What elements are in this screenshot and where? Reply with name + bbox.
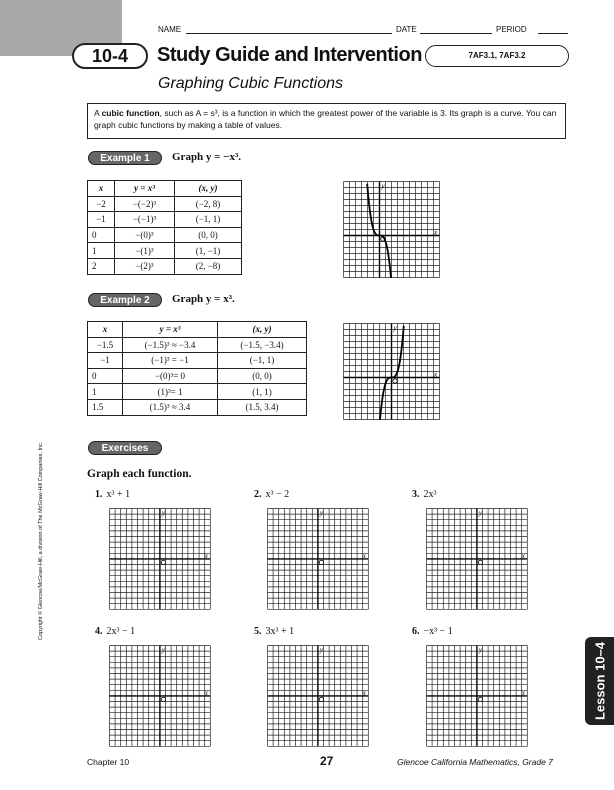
x-axis-label: x <box>204 551 208 560</box>
copyright-notice: Copyright © Glencoe/McGraw-Hill, a division of The McGraw-Hill Companies, Inc. <box>38 441 44 640</box>
page-subtitle: Graphing Cubic Functions <box>158 75 343 92</box>
table-cell: −2 <box>88 196 115 212</box>
table-cell: 0 <box>88 227 115 243</box>
example-2-badge: Example 2 <box>88 293 162 307</box>
problem-number: 1. <box>95 489 103 500</box>
table-row <box>88 243 242 259</box>
problem-5-graph[interactable] <box>267 645 369 747</box>
side-tab-label: Lesson 10–4 <box>592 641 607 721</box>
table-row <box>88 353 307 369</box>
x-axis-label: x <box>434 370 438 379</box>
example-1-graph <box>343 181 440 278</box>
table-cell: −(2)³ <box>115 258 175 274</box>
table-cell: 0 <box>88 368 123 384</box>
table-row <box>88 212 242 228</box>
footer-chapter: Chapter 10 <box>87 757 130 767</box>
table-cell: −(0)³= 0 <box>123 368 218 384</box>
intro-bold-term: cubic function <box>101 108 160 118</box>
coordinate-grid <box>426 645 528 747</box>
table-row <box>88 196 242 212</box>
table-cell: (0, 0) <box>218 368 307 384</box>
table-cell: −(−2)³ <box>115 196 175 212</box>
lesson-side-tab <box>585 637 614 725</box>
intro-box <box>87 103 566 139</box>
table-cell: (1, 1) <box>218 384 307 400</box>
date-line[interactable] <box>420 33 492 34</box>
column-header: y = x³ <box>115 181 175 197</box>
problem-4 <box>95 626 135 637</box>
example-2-heading: Graph y = x³. <box>172 293 235 305</box>
coordinate-grid <box>267 645 369 747</box>
column-header: y = x³ <box>123 322 218 338</box>
y-axis-label: y <box>319 646 324 654</box>
table-cell: 2 <box>88 258 115 274</box>
table-cell: (−1)³ = −1 <box>123 353 218 369</box>
table-cell: 1 <box>88 384 123 400</box>
table-cell: −(1)³ <box>115 243 175 259</box>
origin-marker <box>319 560 323 564</box>
origin-marker <box>319 697 323 701</box>
column-header: x <box>88 322 123 338</box>
problem-expression: 2x³ − 1 <box>106 626 136 637</box>
table-cell: (−1.5)³ ≈ −3.4 <box>123 337 218 353</box>
example-2-table <box>87 321 307 416</box>
table-cell: (1, −1) <box>175 243 242 259</box>
table-row <box>88 337 307 353</box>
y-axis-label: y <box>393 324 397 332</box>
table-row <box>88 227 242 243</box>
table-row <box>88 368 307 384</box>
y-axis-label: y <box>478 646 483 654</box>
table-row <box>88 399 307 415</box>
exercises-instruction: Graph each function. <box>87 468 192 480</box>
date-label: DATE <box>396 25 417 34</box>
problem-2 <box>254 489 289 500</box>
table-cell: (1.5, 3.4) <box>218 399 307 415</box>
problem-1 <box>95 489 130 500</box>
column-header: x <box>88 181 115 197</box>
table-header-row <box>88 181 242 197</box>
table-cell: (−1, 1) <box>175 212 242 228</box>
table-cell: (0, 0) <box>175 227 242 243</box>
table-cell: 1.5 <box>88 399 123 415</box>
column-header: (x, y) <box>175 181 242 197</box>
table-cell: −(0)³ <box>115 227 175 243</box>
lesson-number-badge: 10-4 <box>72 43 148 69</box>
problem-expression: x³ − 2 <box>265 489 290 500</box>
problem-3-graph[interactable] <box>426 508 528 610</box>
y-axis-label: y <box>319 509 324 517</box>
column-header: (x, y) <box>218 322 307 338</box>
table-cell: −1 <box>88 353 123 369</box>
footer-page-number: 27 <box>320 754 334 768</box>
origin-marker <box>478 697 482 701</box>
table-cell: (−2, 8) <box>175 196 242 212</box>
table-row <box>88 384 307 400</box>
standards-badge: 7AF3.1, 7AF3.2 <box>425 45 569 67</box>
name-line[interactable] <box>186 33 392 34</box>
x-axis-label: x <box>521 688 525 697</box>
table-cell: (−1.5, −3.4) <box>218 337 307 353</box>
problem-3 <box>412 489 437 500</box>
x-axis-label: x <box>434 228 438 237</box>
coordinate-grid <box>343 181 440 278</box>
table-cell: −1 <box>88 212 115 228</box>
table-cell: (1)³= 1 <box>123 384 218 400</box>
footer-book-title: Glencoe California Mathematics, Grade 7 <box>397 757 553 767</box>
problem-number: 3. <box>412 489 420 500</box>
example-1-badge: Example 1 <box>88 151 162 165</box>
origin-marker <box>393 379 397 383</box>
example-1-table <box>87 180 242 275</box>
period-line[interactable] <box>538 33 568 34</box>
coordinate-grid <box>426 508 528 610</box>
table-cell: 1 <box>88 243 115 259</box>
problem-6-graph[interactable] <box>426 645 528 747</box>
problem-expression: 2x³ <box>423 489 437 500</box>
exercises-badge: Exercises <box>88 441 162 455</box>
y-axis-label: y <box>161 509 166 517</box>
problem-4-graph[interactable] <box>109 645 211 747</box>
problem-5 <box>254 626 294 637</box>
origin-marker <box>161 697 165 701</box>
x-axis-label: x <box>521 551 525 560</box>
table-cell: (−1, 1) <box>218 353 307 369</box>
origin-marker <box>161 560 165 564</box>
page-title: Study Guide and Intervention <box>157 44 422 66</box>
problem-number: 4. <box>95 626 103 637</box>
problem-6 <box>412 626 453 637</box>
table-cell: (2, −8) <box>175 258 242 274</box>
x-axis-label: x <box>362 551 366 560</box>
coordinate-grid <box>109 508 211 610</box>
problem-expression: x³ + 1 <box>106 489 131 500</box>
y-axis-label: y <box>478 509 483 517</box>
example-2-graph <box>343 323 440 420</box>
problem-expression: −x³ − 1 <box>423 626 453 637</box>
origin-marker <box>478 560 482 564</box>
period-label: PERIOD <box>496 25 527 34</box>
problem-2-graph[interactable] <box>267 508 369 610</box>
intro-text-before: A <box>94 108 102 118</box>
coordinate-grid <box>343 323 440 420</box>
problem-number: 5. <box>254 626 262 637</box>
x-axis-label: x <box>362 688 366 697</box>
coordinate-grid <box>109 645 211 747</box>
coordinate-grid <box>267 508 369 610</box>
name-label: NAME <box>158 25 182 34</box>
y-axis-label: y <box>381 182 385 190</box>
problem-1-graph[interactable] <box>109 508 211 610</box>
intro-text-after: , such as A = s³, is a function in which the greatest power of the variable is 3. Its graph is a curve. You can graph cubic functions by making a table of values. <box>94 108 557 130</box>
table-header-row <box>88 322 307 338</box>
y-axis-label: y <box>161 646 166 654</box>
table-cell: (1.5)³ ≈ 3.4 <box>123 399 218 415</box>
example-1-heading: Graph y = −x³. <box>172 151 242 163</box>
problem-number: 6. <box>412 626 420 637</box>
problem-number: 2. <box>254 489 262 500</box>
table-row <box>88 258 242 274</box>
x-axis-label: x <box>204 688 208 697</box>
table-cell: −1.5 <box>88 337 123 353</box>
problem-expression: 3x³ + 1 <box>265 626 295 637</box>
table-cell: −(−1)³ <box>115 212 175 228</box>
